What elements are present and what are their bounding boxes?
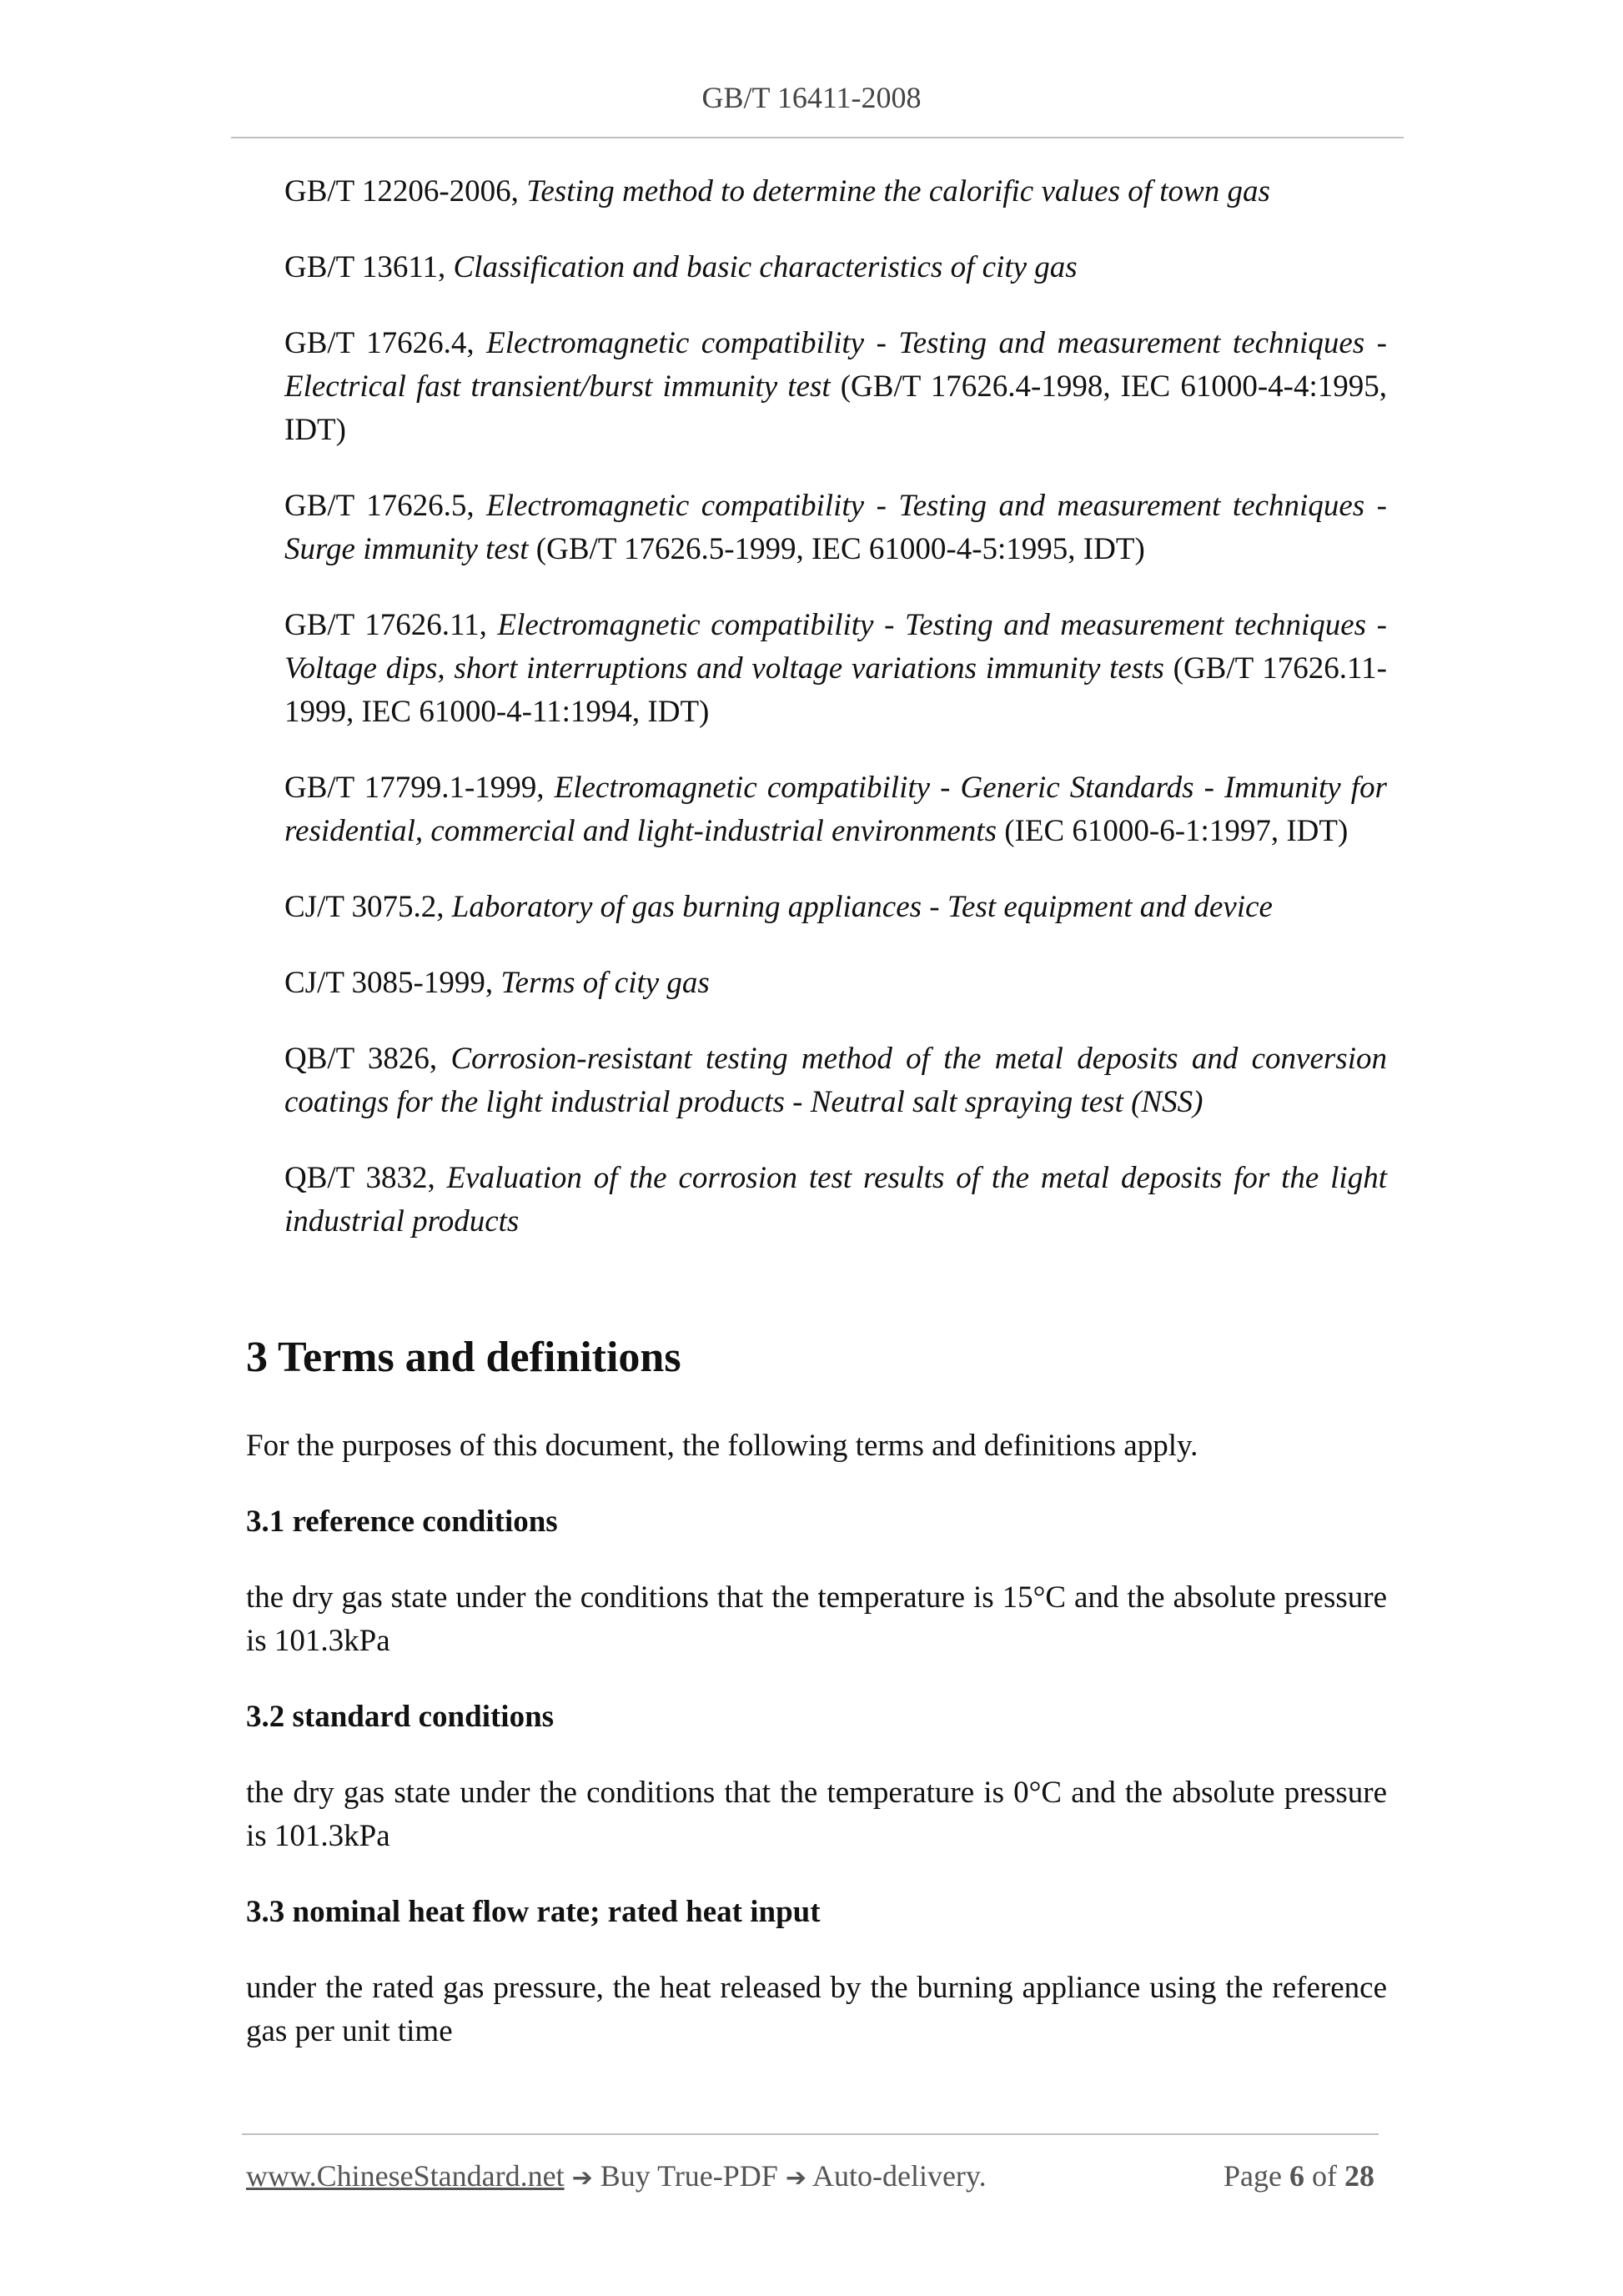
auto-delivery-text: Auto-delivery. <box>806 2159 987 2193</box>
reference-item <box>284 604 1387 734</box>
reference-item <box>284 246 1387 289</box>
term-definition: the dry gas state under the conditions that the temperature is 0°C and the absolute pressure is 101.3kPa <box>246 1776 1387 1853</box>
reference-item <box>284 766 1387 853</box>
header-divider <box>231 137 1404 138</box>
reference-code: QB/T 3832, <box>284 1161 447 1195</box>
reference-title: Electromagnetic compatibility - Testing and measurement techniques - Electrical fast transient/burst immunity test <box>284 326 1387 404</box>
reference-title: Evaluation of the corrosion test results of the metal deposits for the light industrial products <box>284 1161 1387 1238</box>
footer-divider <box>242 2133 1379 2135</box>
arrow-right-icon: ➔ <box>571 2163 593 2193</box>
section-title: 3 Terms and definitions <box>246 1334 681 1381</box>
reference-suffix: (GB/T 17626.11-1999, IEC 61000-4-11:1994, IDT) <box>284 651 1387 729</box>
section-intro: For the purposes of this document, the following terms and definitions apply. <box>246 1429 1198 1463</box>
reference-code: GB/T 12206-2006, <box>284 174 527 208</box>
total-page-number: 28 <box>1344 2159 1374 2193</box>
current-page-number: 6 <box>1289 2159 1304 2193</box>
reference-suffix: (GB/T 17626.5-1999, IEC 61000-4-5:1995, IDT) <box>528 532 1145 566</box>
reference-code: CJ/T 3085-1999, <box>284 966 501 1000</box>
reference-item <box>284 886 1387 929</box>
reference-item <box>284 485 1387 571</box>
term-heading: 3.1 reference conditions <box>246 1505 558 1539</box>
reference-suffix: (IEC 61000-6-1:1997, IDT) <box>996 814 1349 848</box>
term-definition: under the rated gas pressure, the heat released by the burning appliance using the reference gas per unit time <box>246 1971 1387 2048</box>
website-link[interactable]: www.ChineseStandard.net <box>246 2159 565 2193</box>
reference-title: Terms of city gas <box>500 966 710 1000</box>
reference-title: Corrosion-resistant testing method of the metal deposits and conversion coatings for the light industrial products - Neutral salt spraying test (NSS) <box>284 1042 1387 1119</box>
reference-title: Electromagnetic compatibility - Testing and measurement techniques - Voltage dips, short interruptions and voltage variations immunity tests <box>284 608 1387 686</box>
reference-code: GB/T 17799.1-1999, <box>284 771 555 805</box>
reference-item <box>284 962 1387 1005</box>
section-terms-and-definitions <box>246 1330 1387 2086</box>
term-heading: 3.3 nominal heat flow rate; rated heat input <box>246 1895 821 1929</box>
reference-code: CJ/T 3075.2, <box>284 890 452 924</box>
of-label: of <box>1304 2159 1344 2193</box>
running-header: GB/T 16411-2008 <box>701 81 922 114</box>
arrow-right-icon: ➔ <box>785 2163 806 2193</box>
page-label: Page <box>1224 2159 1289 2193</box>
reference-item <box>284 170 1387 214</box>
footer-promo <box>246 2156 987 2198</box>
reference-code: QB/T 3826, <box>284 1042 451 1076</box>
reference-code: GB/T 17626.11, <box>284 608 498 642</box>
reference-item <box>284 1037 1387 1124</box>
page-number <box>1224 2156 1374 2196</box>
term-heading: 3.2 standard conditions <box>246 1700 555 1734</box>
reference-title: Electromagnetic compatibility - Testing and measurement techniques - Surge immunity test <box>284 489 1387 566</box>
reference-code: GB/T 13611, <box>284 250 454 284</box>
reference-code: GB/T 17626.5, <box>284 489 487 523</box>
reference-item <box>284 322 1387 452</box>
term-definition: the dry gas state under the conditions that the temperature is 15°C and the absolute pressure is 101.3kPa <box>246 1580 1387 1658</box>
reference-title: Testing method to determine the calorific values of town gas <box>526 174 1270 208</box>
reference-code: GB/T 17626.4, <box>284 326 487 360</box>
reference-title: Laboratory of gas burning appliances - Test equipment and device <box>451 890 1273 924</box>
reference-title: Classification and basic characteristics of city gas <box>453 250 1078 284</box>
reference-item <box>284 1157 1387 1243</box>
buy-true-pdf-text: Buy True-PDF <box>592 2159 786 2193</box>
normative-references-list <box>284 170 1387 1276</box>
reference-title: Electromagnetic compatibility - Generic Standards - Immunity for residential, commercial and light-industrial environments <box>284 771 1387 848</box>
reference-suffix: (GB/T 17626.4-1998, IEC 61000-4-4:1995, IDT) <box>284 369 1387 447</box>
